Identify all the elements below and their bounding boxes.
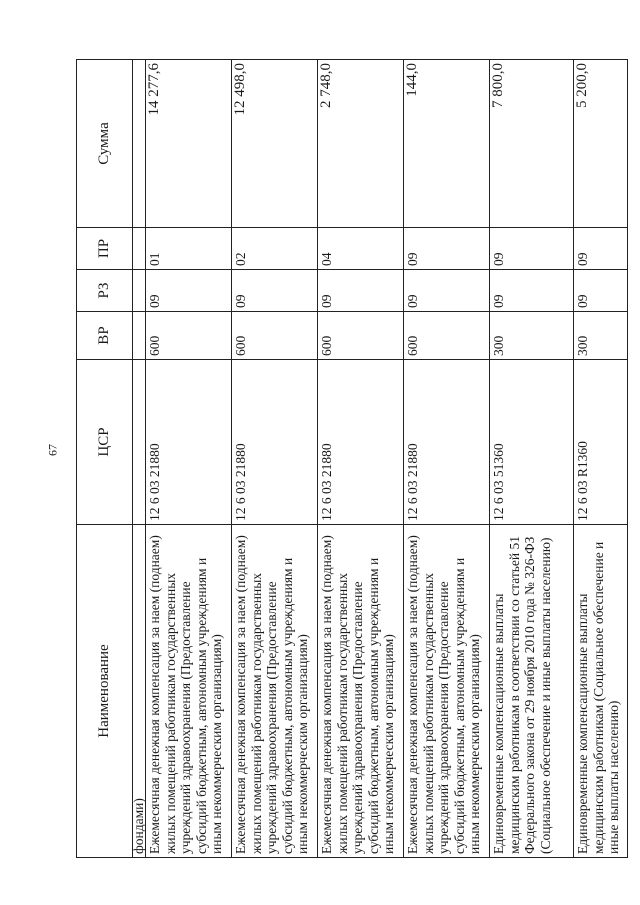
page-number: 67 [45,444,60,456]
budget-table [76,59,628,858]
row-csr: 12 6 03 51360 [490,360,574,525]
header-rz: РЗ [77,270,133,312]
table-row [146,60,232,858]
budget-table-container [76,60,621,858]
row-csr: 12 6 03 21880 [146,360,232,525]
row-rz: 09 [232,270,318,312]
row-name: Ежемесячная денежная компенсация за наем (поднаем) жилых помещений работникам государственных учреждений здравоохранения (Предоставление субсидий бюджетным, автономным учреждениям и иным некоммерческим организациям) [146,525,232,858]
row-pr: 09 [490,228,574,270]
header-sum: Сумма [77,60,133,228]
row-name: Ежемесячная денежная компенсация за наем (поднаем) жилых помещений работникам государственных учреждений здравоохранения (Предоставление субсидий бюджетным, автономным учреждениям и иным некоммерческим организациям) [404,525,490,858]
row-sum: 2 748,0 [318,63,334,108]
table-row [574,60,628,858]
row-csr: 12 6 03 R1360 [574,360,628,525]
continuation-text: фондами) [133,525,146,858]
row-pr: 02 [232,228,318,270]
table-row [232,60,318,858]
row-vr: 600 [232,312,318,360]
header-vr: ВР [77,312,133,360]
row-csr: 12 6 03 21880 [404,360,490,525]
header-pr: ПР [77,228,133,270]
row-sum: 144,0 [404,63,420,97]
row-rz: 09 [146,270,232,312]
row-pr: 09 [574,228,628,270]
row-vr: 300 [574,312,628,360]
header-csr: ЦСР [77,360,133,525]
row-name: Ежемесячная денежная компенсация за наем (поднаем) жилых помещений работникам государственных учреждений здравоохранения (Предоставление субсидий бюджетным, автономным учреждениям и иным некоммерческим организациям) [232,525,318,858]
row-sum: 14 277,6 [146,63,162,116]
header-name: Наименование [77,525,133,858]
table-header-row [77,60,133,858]
row-pr: 09 [404,228,490,270]
row-vr: 300 [490,312,574,360]
row-vr: 600 [404,312,490,360]
row-pr: 01 [146,228,232,270]
row-rz: 09 [404,270,490,312]
row-sum: 7 800,0 [490,63,506,108]
continuation-row [133,60,146,858]
row-rz: 09 [318,270,404,312]
row-pr: 04 [318,228,404,270]
row-rz: 09 [490,270,574,312]
row-csr: 12 6 03 21880 [232,360,318,525]
row-rz: 09 [574,270,628,312]
row-vr: 600 [318,312,404,360]
row-csr: 12 6 03 21880 [318,360,404,525]
row-name: Ежемесячная денежная компенсация за наем (поднаем) жилых помещений работникам государственных учреждений здравоохранения (Предоставление субсидий бюджетным, автономным учреждениям и иным некоммерческим организациям) [318,525,404,858]
row-sum: 12 498,0 [232,63,248,116]
row-name: Единовременные компенсационные выплаты медицинским работникам (Социальное обеспечение и иные выплаты населению) [574,525,628,858]
table-row [404,60,490,858]
row-name: Единовременные компенсационные выплаты медицинским работникам в соответствии со статьей 51 Федерального закона от 29 ноября 2010 года № 326-ФЗ (Социальное обеспечение и иные выплаты населению) [490,525,574,858]
table-row [318,60,404,858]
row-sum: 5 200,0 [574,63,590,108]
table-row [490,60,574,858]
row-vr: 600 [146,312,232,360]
